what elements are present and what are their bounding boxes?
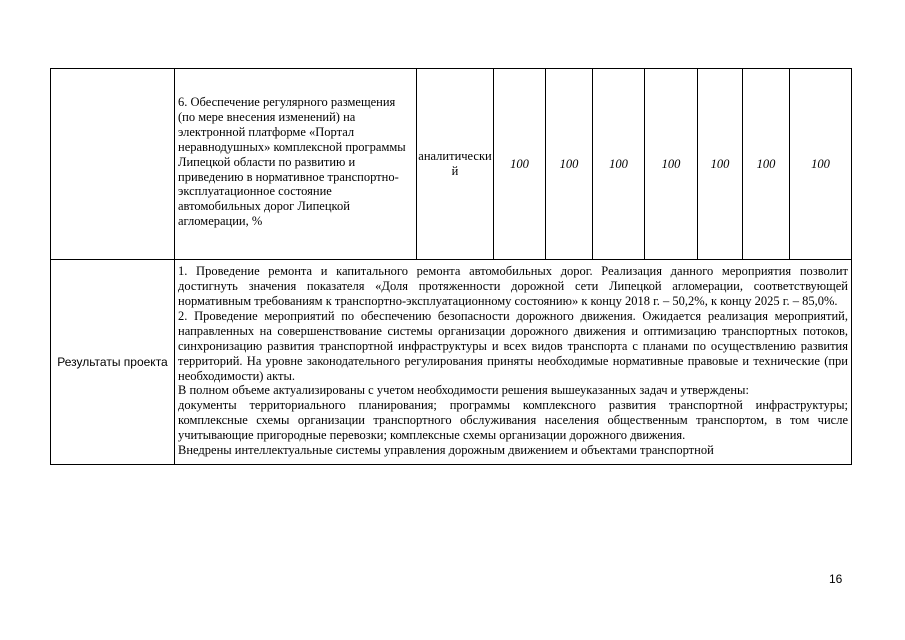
results-paragraph: документы территориального планирования; программы комплексного развития транспортной инфраструктуры; комплексные схемы организации транспортного обслуживания населения общественным транспортом, в том числе учитывающие пригородные перевозки; комплексные схемы организации дорожного движения. [178, 398, 848, 443]
indicator-value: 100 [494, 69, 546, 260]
page-number: 16 [829, 572, 843, 586]
results-label: Результаты проекта [51, 260, 175, 465]
document-table [50, 68, 852, 465]
indicator-row [51, 69, 852, 260]
results-text [175, 260, 852, 465]
indicator-value: 100 [743, 69, 790, 260]
calculation-method: аналитический [417, 69, 494, 260]
indicator-value: 100 [645, 69, 698, 260]
indicator-value: 100 [546, 69, 593, 260]
indicator-value: 100 [593, 69, 645, 260]
results-paragraph: 1. Проведение ремонта и капитального ремонта автомобильных дорог. Реализация данного мероприятия позволит достигнуть значения показателя «Доля протяженности дорожной сети Липецкой агломерации, соответствующей нормативным требованиям к транспортно-эксплуатационному состоянию» к концу 2018 г. – 50,2%, к концу 2025 г. – 85,0%. [178, 264, 848, 308]
results-paragraph: В полном объеме актуализированы с учетом необходимости решения вышеуказанных задач и утверждены: [178, 383, 749, 398]
results-paragraph: 2. Проведение мероприятий по обеспечению безопасности дорожного движения. Ожидается реализация мероприятий, направленных на совершенствование системы организации дорожного движения и оптимизацию транспортных потоков, синхронизацию развития транспортной инфраструктуры и всех видов транспорта с планами по осуществлению развития территорий. На уровне законодательного регулирования приняты необходимые нормативные правовые и технические (при необходимости) акты. [178, 308, 848, 383]
results-paragraph: Внедрены интеллектуальные системы управления дорожным движением и объектами транспортной [178, 443, 714, 458]
results-row [51, 260, 852, 465]
indicator-description: 6. Обеспечение регулярного размещения (по мере внесения изменений) на электронной платформе «Портал неравнодушных» комплексной программы Липецкой области по развитию и приведению в нормативное транспортно-эксплуатационное состояние автомобильных дорог Липецкой агломерации, % [175, 69, 417, 260]
indicator-value: 100 [790, 69, 852, 260]
empty-label-cell [51, 69, 175, 260]
indicator-value: 100 [698, 69, 743, 260]
